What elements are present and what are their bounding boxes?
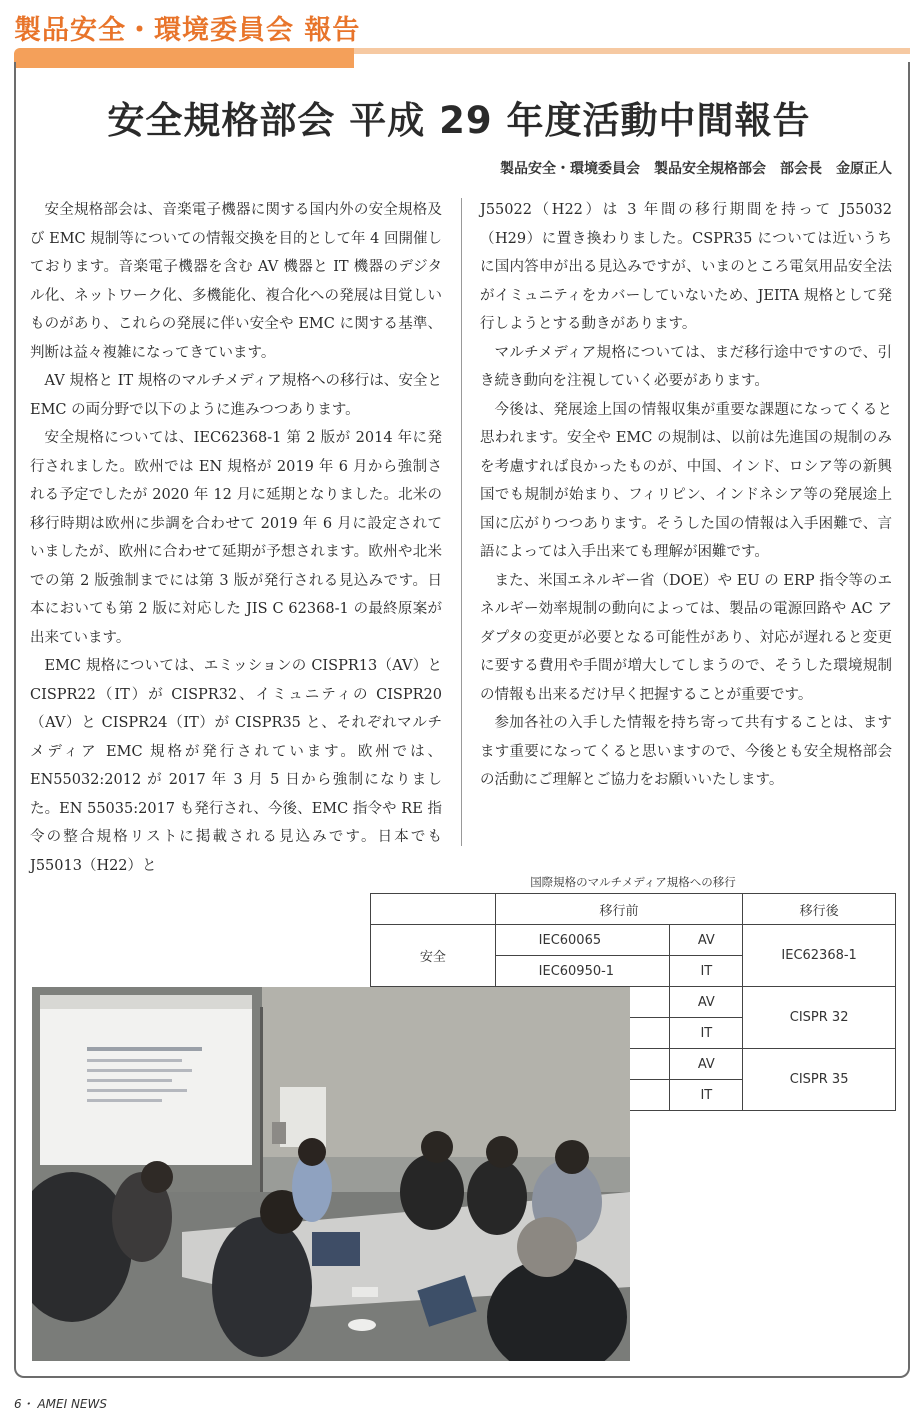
column-divider [461,198,462,846]
page-footer: 6・ AMEI NEWS [14,1397,107,1411]
table-standard-after: IEC62368-1 [743,925,896,987]
paragraph: EMC 規格については、エミッションの CISPR13（AV）と CISPR22（IT）が CISPR32、イミュニティの CISPR20（AV）と CISPR24（IT）が CISPR35 と、それぞれマルチメディア EMC 規格が発行されています。欧州では、EN55032:2012 が 2017 年 3 月 5 日から強制になりました。EN 55035:2017 も発行され、今後、EMC 指令や RE 指令の整合規格リストに掲載される見込みです。日本でも J55013（H22）と [30,658,442,874]
paragraph: AV 規格と IT 規格のマルチメディア規格への移行は、安全と EMC の両分野で以下のように進みつつあります。 [30,373,442,418]
table-standard-after: CISPR 32 [743,987,896,1049]
table-standard-type: AV [670,925,743,956]
paragraph: 参加各社の入手した情報を持ち寄って共有することは、ますます重要になってくると思いますので、今後とも安全規格部会の活動にご理解とご協力をお願いいたします。 [480,715,892,788]
paragraph: 今後は、発展途上国の情報収集が重要な課題になってくると思われます。安全や EMC の規制は、以前は先進国の規制のみを考慮すれば良かったものが、中国、インド、ロシア等の新興国でも規制が始まり、フィリピン、インドネシア等の発展途上国に広がりつつあります。そうした国の情報は入手困難で、言語によっては入手出来ても理解が困難です。 [480,401,892,560]
table-standard-before: IEC60065 [495,925,670,956]
paragraph: マルチメディア規格については、まだ移行途中ですので、引き続き動向を注視していく必要があります。 [480,344,892,389]
paragraph: また、米国エネルギー省（DOE）や EU の ERP 指令等のエネルギー効率規制の動向によっては、製品の電源回路や AC アダプタの変更が必要となる可能性があり、対応が遅れると変更に要する費用や手間が増大してしまうので、そうした環境規制の情報も出来るだけ早く把握することが重要です。 [480,572,892,703]
table-standard-type: AV [670,1049,743,1080]
article-byline: 製品安全・環境委員会 製品安全規格部会 部会長 金原正人 [500,161,892,177]
left-column [30,196,442,880]
meeting-photo [32,987,630,1361]
table-standard-type: AV [670,987,743,1018]
table-caption: 国際規格のマルチメディア規格への移行 [530,875,736,889]
table-header-row [371,894,896,925]
table-row [371,925,896,956]
table-category: 安全 [371,925,496,987]
paragraph: 安全規格部会は、音楽電子機器に関する国内外の安全規格及び EMC 規制等についての情報交換を目的として年 4 回開催しております。音楽電子機器を含む AV 機器と IT 機器のデジタル化、ネットワーク化、多機能化、複合化への発展は目覚しいものがあり、これらの発展に伴い安全や EMC に関する基準、判断は益々複雑になってきています。 [30,202,442,361]
table-header-blank [371,894,496,925]
table-header-before: 移行前 [495,894,743,925]
table-standard-type: IT [670,1018,743,1049]
header-accent-line [354,48,910,54]
table-standard-type: IT [670,1080,743,1111]
section-title: 製品安全・環境委員会 報告 [14,15,361,46]
right-column [480,196,892,795]
paragraph: 安全規格については、IEC62368-1 第 2 版が 2014 年に発行されました。欧州では EN 規格が 2019 年 6 月から強制される予定でしたが 2020 年 12 月に延期となりました。北米の移行時期は欧州に歩調を合わせて 2019 年 6 月に設定されていましたが、欧州に合わせて延期が予想されます。欧州や北米での第 2 版強制までには第 3 版が発行される見込みです。日本においても第 2 版に対応した JIS C 62368-1 の最終原案が出来ています。 [30,430,442,646]
table-standard-type: IT [670,956,743,987]
table-standard-after: CISPR 35 [743,1049,896,1111]
article-title: 安全規格部会 平成 29 年度活動中間報告 [107,99,811,142]
table-standard-before: IEC60950-1 [495,956,670,987]
paragraph: J55022（H22）は 3 年間の移行期間を持って J55032（H29）に置き換わりました。CSPR35 については近いうちに国内答申が出る見込みですが、いまのところ電気用品安全法がイミュニティをカバーしていないため、JEITA 規格として発行しようとする動きがあります。 [480,202,892,332]
table-header-after: 移行後 [743,894,896,925]
